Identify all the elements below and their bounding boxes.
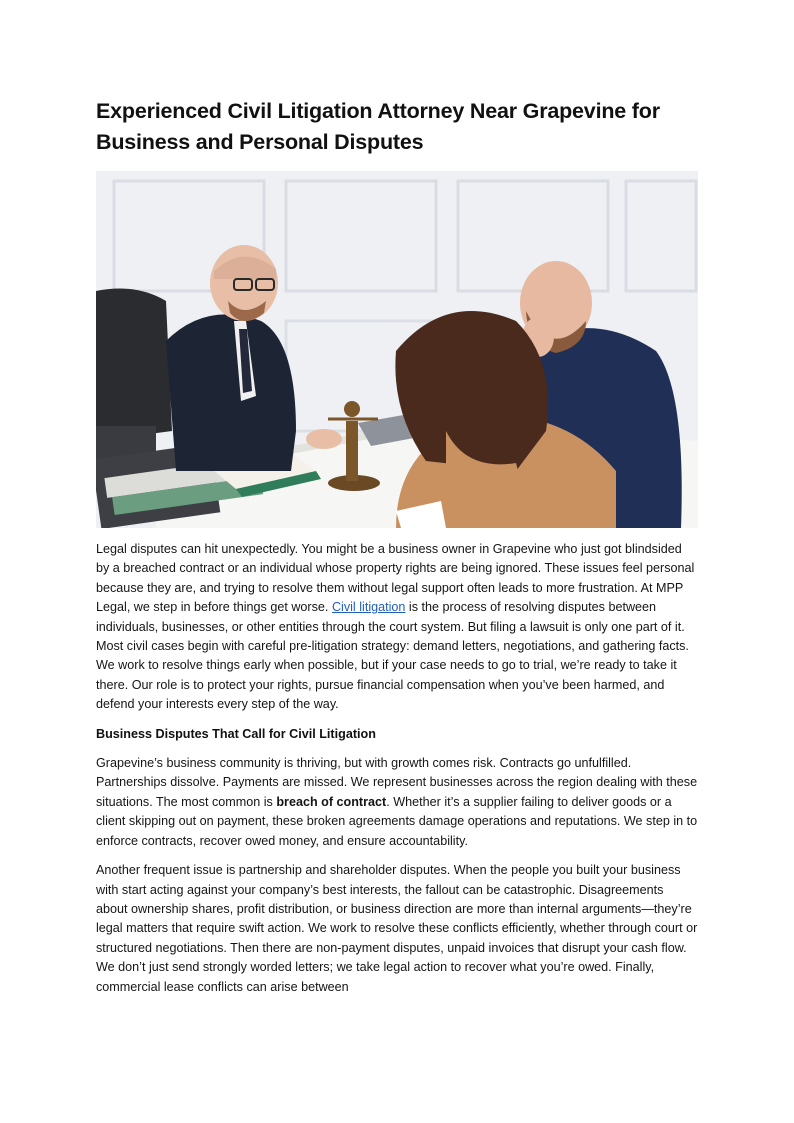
civil-litigation-link[interactable]: Civil litigation — [331, 600, 406, 615]
breach-of-contract-emphasis: breach of contract — [276, 794, 387, 809]
intro-text-start: Legal disputes can hit unexpectedly. You might be a business owner in Grapevine who just got blindsided by a breached contract or an individual whose property rights are being ignored. These issues feel personal because they are, and trying to resolve them without legal support often leads to more frustration. At MPP Legal, we step in before things get worse. — [96, 542, 695, 615]
intro-text-end: is the process of resolving disputes between individuals, businesses, or other entities through the court system. But filing a lawsuit is only one part of it. Most civil cases begin with careful pre-litigation strategy: demand letters, negotiations, and gathering facts. We work to resolve things early when possible, but if your case needs to go to trial, we’re ready to take it there. Our role is to protect your rights, pursue financial compensation when you’ve been harmed, and defend your interests every step of the way. — [96, 600, 689, 712]
para2-text-end: . Whether it’s a supplier failing to deliver goods or a client skipping out on payment, these broken agreements damage operations and reputations. We step in to enforce contracts, recover owed money, and ensure accountability. — [96, 794, 698, 848]
para2-text-start: Grapevine’s business community is thriving, but with growth comes risk. Contracts go unfulfilled. Partnerships dissolve. Payments are missed. We represent businesses across the region dealing with these situations. The most common is — [96, 756, 698, 809]
intro-paragraph — [96, 540, 698, 715]
document-page — [96, 96, 698, 997]
business-disputes-paragraph — [96, 754, 698, 851]
page-title: Experienced Civil Litigation Attorney Near Grapevine for Business and Personal Disputes — [96, 99, 660, 154]
section-heading: Business Disputes That Call for Civil Litigation — [96, 726, 376, 741]
office-meeting-photo — [96, 171, 698, 528]
partnership-disputes-paragraph: Another frequent issue is partnership and shareholder disputes. When the people you built your business with start acting against your company’s best interests, the fallout can be catastrophic. Disagreements about ownership shares, profit distribution, or business direction are more than internal arguments—they’re legal matters that require swift action. We work to resolve these conflicts efficiently, whether through court or structured negotiations. Then there are non-payment disputes, unpaid invoices that disrupt your cash flow. We don’t just send strongly worded letters; we take legal action to recover what you’re owed. Finally, commercial lease conflicts can arise between — [96, 863, 698, 994]
